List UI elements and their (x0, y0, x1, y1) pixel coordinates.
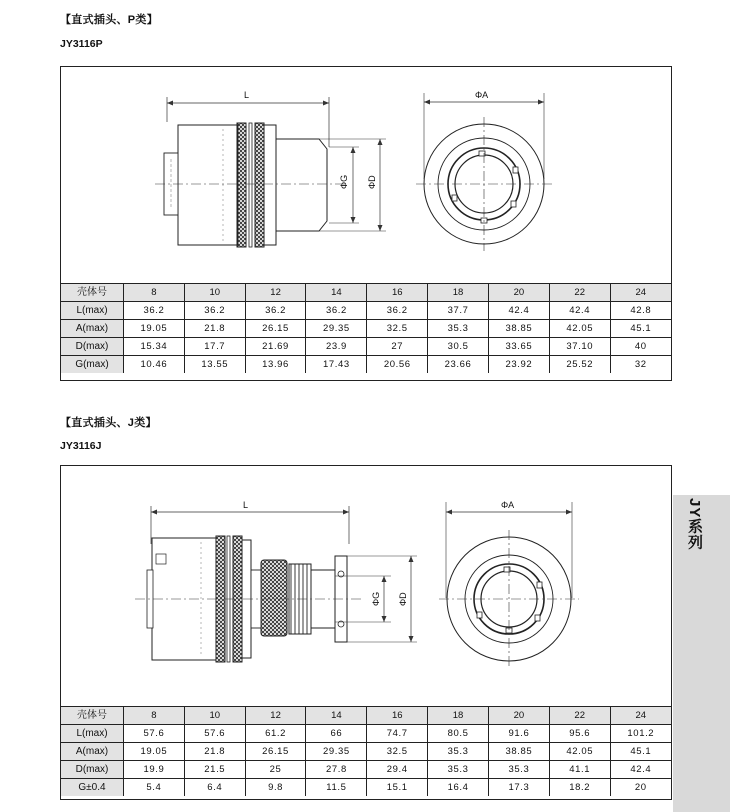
table-cell: 18.2 (549, 779, 610, 797)
table-header-cell: 14 (306, 707, 367, 725)
table-cell: 17.43 (306, 356, 367, 374)
table-cell: 66 (306, 725, 367, 743)
table-cell: 21.69 (245, 338, 306, 356)
series-side-tab (673, 495, 730, 812)
section-j-model: JY3116J (60, 440, 102, 452)
row-label: A(max) (61, 743, 124, 761)
table-row (61, 302, 671, 320)
row-label: G±0.4 (61, 779, 124, 797)
table-cell: 101.2 (610, 725, 671, 743)
table-row (61, 779, 671, 797)
table-header-cell: 18 (428, 707, 489, 725)
table-row (61, 356, 671, 374)
table-cell: 25 (245, 761, 306, 779)
row-label: L(max) (61, 725, 124, 743)
j-dim-d-label: ΦD (398, 592, 408, 606)
section-j-spec-table (61, 706, 671, 796)
table-cell: 16.4 (428, 779, 489, 797)
table-cell: 42.4 (610, 761, 671, 779)
table-cell: 42.8 (610, 302, 671, 320)
table-cell: 35.3 (488, 761, 549, 779)
plug-p-drawing (61, 67, 671, 282)
table-cell: 19.05 (124, 743, 185, 761)
table-cell: 42.05 (549, 320, 610, 338)
table-cell: 36.2 (306, 302, 367, 320)
table-header-cell: 22 (549, 284, 610, 302)
table-cell: 35.3 (428, 320, 489, 338)
table-cell: 74.7 (367, 725, 428, 743)
table-cell: 91.6 (488, 725, 549, 743)
row-label: L(max) (61, 302, 124, 320)
table-cell: 36.2 (124, 302, 185, 320)
table-cell: 36.2 (184, 302, 245, 320)
section-p-model: JY3116P (60, 38, 103, 50)
table-cell: 36.2 (245, 302, 306, 320)
table-header-cell: 10 (184, 284, 245, 302)
table-cell: 23.92 (488, 356, 549, 374)
table-cell: 19.05 (124, 320, 185, 338)
section-p-spec-table (61, 283, 671, 373)
table-cell: 26.15 (245, 743, 306, 761)
table-cell: 5.4 (124, 779, 185, 797)
table-cell: 42.05 (549, 743, 610, 761)
table-cell: 25.52 (549, 356, 610, 374)
table-cell: 61.2 (245, 725, 306, 743)
table-cell: 38.85 (488, 320, 549, 338)
table-cell: 17.3 (488, 779, 549, 797)
table-header-cell: 18 (428, 284, 489, 302)
table-header-label: 壳体号 (61, 707, 124, 725)
table-header-cell: 10 (184, 707, 245, 725)
row-label: A(max) (61, 320, 124, 338)
table-header-cell: 14 (306, 284, 367, 302)
table-header-cell: 20 (488, 284, 549, 302)
table-cell: 13.96 (245, 356, 306, 374)
row-label: D(max) (61, 338, 124, 356)
p-dim-g-label: ΦG (339, 174, 349, 189)
table-cell: 21.5 (184, 761, 245, 779)
table-cell: 57.6 (124, 725, 185, 743)
table-cell: 6.4 (184, 779, 245, 797)
table-cell: 10.46 (124, 356, 185, 374)
table-header-cell: 12 (245, 707, 306, 725)
section-j-panel (60, 465, 672, 800)
row-label: G(max) (61, 356, 124, 374)
table-cell: 33.65 (488, 338, 549, 356)
table-cell: 11.5 (306, 779, 367, 797)
table-cell: 27.8 (306, 761, 367, 779)
section-p-heading: 【直式插头、P类】 (60, 14, 159, 26)
table-cell: 27 (367, 338, 428, 356)
table-row (61, 761, 671, 779)
table-cell: 35.3 (428, 761, 489, 779)
section-p-panel (60, 66, 672, 381)
table-header-cell: 8 (124, 284, 185, 302)
table-cell: 29.4 (367, 761, 428, 779)
table-cell: 29.35 (306, 743, 367, 761)
section-j-heading: 【直式插头、J类】 (60, 417, 157, 429)
table-cell: 40 (610, 338, 671, 356)
table-cell: 29.35 (306, 320, 367, 338)
table-header-cell: 22 (549, 707, 610, 725)
table-row (61, 338, 671, 356)
table-cell: 13.55 (184, 356, 245, 374)
row-label: D(max) (61, 761, 124, 779)
table-header-cell: 16 (367, 707, 428, 725)
j-dim-a-label: ΦA (501, 500, 515, 510)
table-row (61, 725, 671, 743)
series-side-tab-label: JY系列 (686, 498, 703, 551)
table-cell: 15.34 (124, 338, 185, 356)
p-dim-a-label: ΦA (475, 90, 489, 100)
table-cell: 36.2 (367, 302, 428, 320)
table-cell: 38.85 (488, 743, 549, 761)
table-cell: 21.8 (184, 320, 245, 338)
table-row (61, 320, 671, 338)
table-cell: 45.1 (610, 320, 671, 338)
table-header-row (61, 707, 671, 725)
table-header-cell: 12 (245, 284, 306, 302)
table-cell: 15.1 (367, 779, 428, 797)
table-cell: 41.1 (549, 761, 610, 779)
table-header-cell: 16 (367, 284, 428, 302)
p-dim-d-label: ΦD (367, 175, 377, 189)
table-cell: 57.6 (184, 725, 245, 743)
table-cell: 45.1 (610, 743, 671, 761)
j-dim-g-label: ΦG (371, 591, 381, 606)
p-dim-l-label: L (244, 90, 250, 100)
plug-j-drawing (61, 466, 671, 702)
table-cell: 80.5 (428, 725, 489, 743)
table-header-cell: 24 (610, 707, 671, 725)
table-cell: 32.5 (367, 320, 428, 338)
table-cell: 32 (610, 356, 671, 374)
table-cell: 26.15 (245, 320, 306, 338)
table-header-label: 壳体号 (61, 284, 124, 302)
table-cell: 20 (610, 779, 671, 797)
table-cell: 21.8 (184, 743, 245, 761)
table-row (61, 743, 671, 761)
table-cell: 19.9 (124, 761, 185, 779)
table-cell: 23.66 (428, 356, 489, 374)
table-cell: 9.8 (245, 779, 306, 797)
table-cell: 20.56 (367, 356, 428, 374)
table-cell: 30.5 (428, 338, 489, 356)
table-cell: 23.9 (306, 338, 367, 356)
table-cell: 42.4 (549, 302, 610, 320)
table-cell: 37.10 (549, 338, 610, 356)
table-header-cell: 8 (124, 707, 185, 725)
table-header-row (61, 284, 671, 302)
table-cell: 42.4 (488, 302, 549, 320)
table-cell: 32.5 (367, 743, 428, 761)
table-cell: 35.3 (428, 743, 489, 761)
table-cell: 17.7 (184, 338, 245, 356)
table-header-cell: 24 (610, 284, 671, 302)
table-cell: 37.7 (428, 302, 489, 320)
table-header-cell: 20 (488, 707, 549, 725)
j-dim-l-label: L (243, 500, 249, 510)
table-cell: 95.6 (549, 725, 610, 743)
